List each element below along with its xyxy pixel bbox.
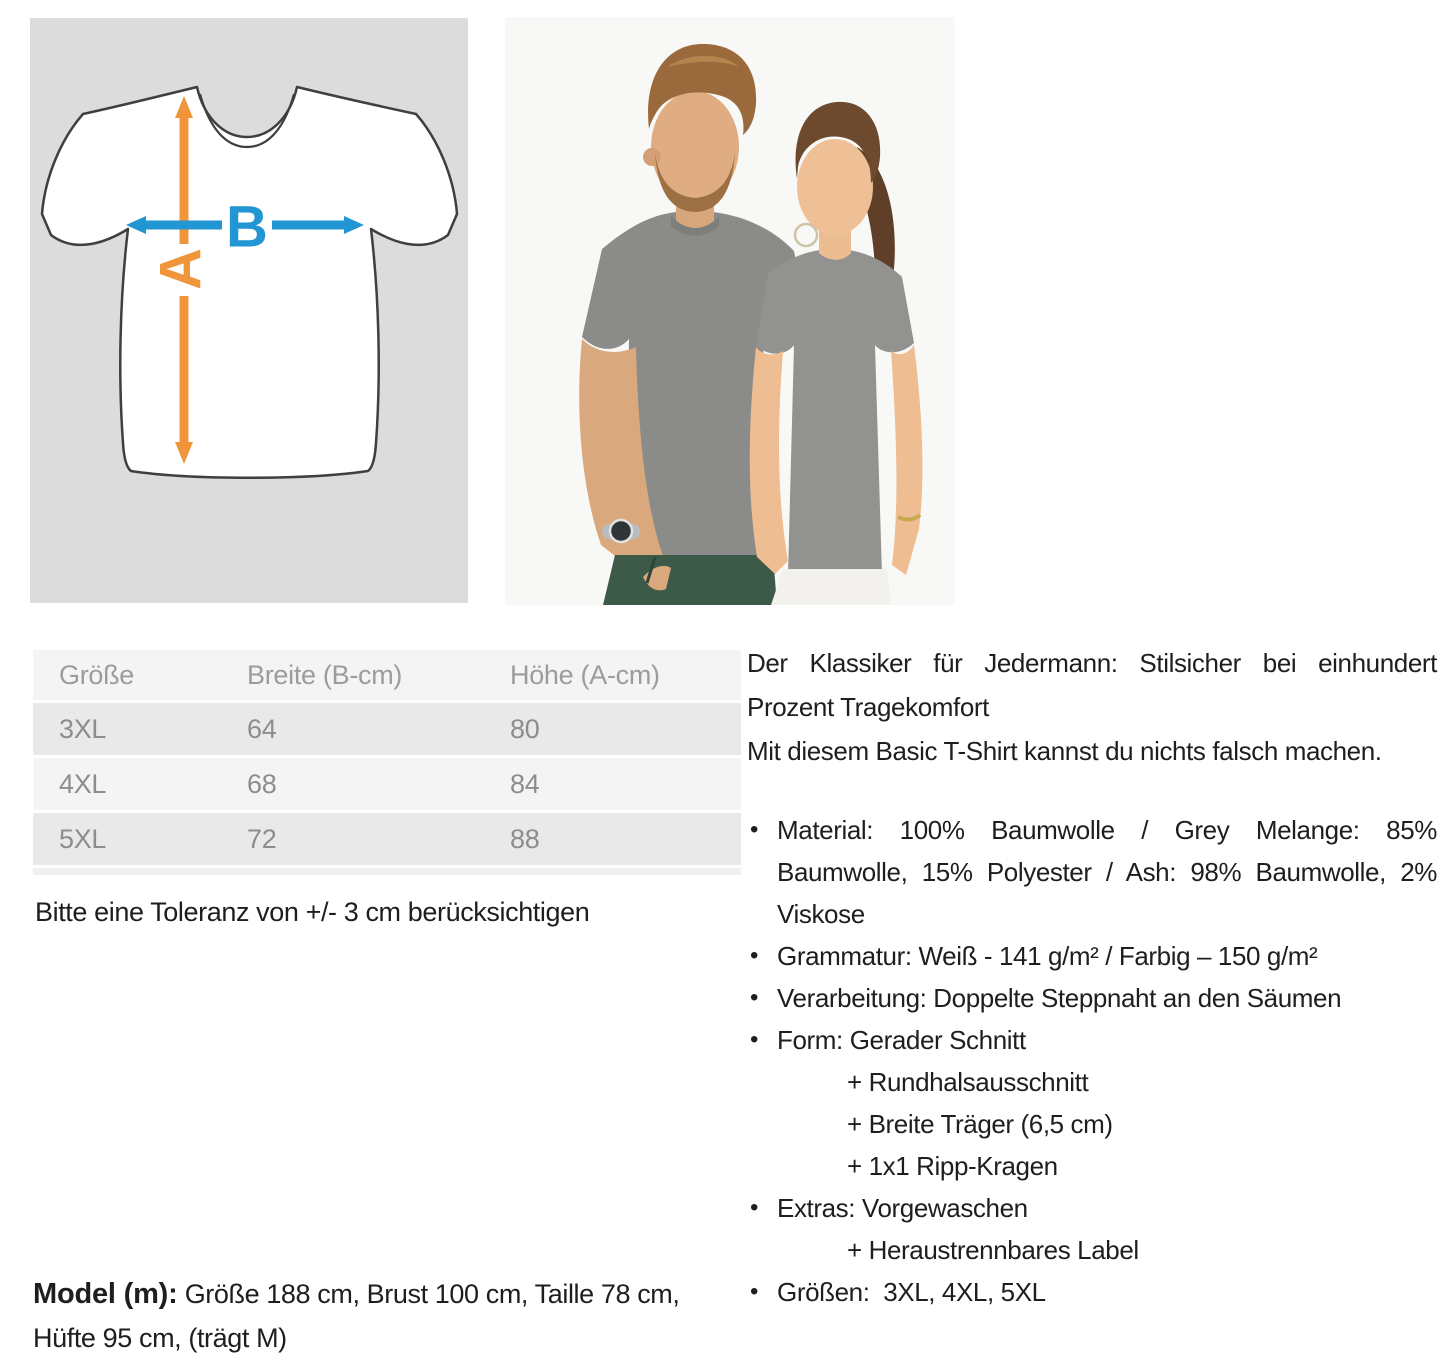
size-table xyxy=(33,650,741,875)
tshirt-outline-icon xyxy=(42,87,457,478)
intro-line-1: Der Klassiker für Jedermann: Stilsicher bei einhundert Prozent Tragekomfort xyxy=(747,648,1437,722)
bullet-material-text: Material: 100% Baumwolle / Grey Melange: 85% Baumwolle, 15% Polyester / Ash: 98% Baumwolle, 2% Viskose xyxy=(777,815,1437,929)
label-b: B xyxy=(226,194,268,260)
model-photo-illustration xyxy=(505,17,955,605)
table-row xyxy=(33,758,741,810)
tshirt-diagram xyxy=(30,18,468,603)
form-sub-item: + Breite Träger (6,5 cm) xyxy=(847,1109,1113,1139)
form-sub-item: + Rundhalsausschnitt xyxy=(847,1067,1089,1097)
bullet-material xyxy=(747,809,1437,935)
table-footer-strip xyxy=(33,868,741,875)
bullet-verarbeitung-text: Verarbeitung: Doppelte Steppnaht an den Säumen xyxy=(777,983,1342,1013)
form-sub-item: + 1x1 Ripp-Kragen xyxy=(847,1151,1058,1181)
bullet-groessen xyxy=(747,1271,1437,1313)
table-row xyxy=(33,703,741,755)
size-table-header-row xyxy=(33,650,741,700)
intro-line-2: Mit diesem Basic T-Shirt kannst du nichts falsch machen. xyxy=(747,736,1382,766)
cell-width: 64 xyxy=(247,713,277,744)
cell-height: 84 xyxy=(510,768,540,799)
column-header-height: Höhe (A-cm) xyxy=(510,659,660,690)
model-info-label: Model (m): xyxy=(33,1278,178,1310)
cell-size: 3XL xyxy=(59,713,107,744)
tolerance-note: Bitte eine Toleranz von +/- 3 cm berücksichtigen xyxy=(35,897,590,927)
bullet-extras xyxy=(747,1187,1437,1271)
description-intro xyxy=(747,641,1437,773)
woman-face xyxy=(797,139,873,235)
bullet-form-text: Form: Gerader Schnitt xyxy=(777,1025,1026,1055)
cell-width: 72 xyxy=(247,823,277,854)
woman-pants xyxy=(771,569,891,605)
bullet-groessen-text: Größen: 3XL, 4XL, 5XL xyxy=(777,1277,1046,1307)
product-description xyxy=(747,641,1437,1313)
size-diagram-panel xyxy=(30,18,468,603)
column-header-size: Größe xyxy=(59,659,135,690)
cell-width: 68 xyxy=(247,768,277,799)
product-photo xyxy=(505,17,955,605)
man-pants xyxy=(603,555,777,605)
column-header-width: Breite (B-cm) xyxy=(247,659,403,690)
extras-sub-item: + Heraustrennbares Label xyxy=(847,1235,1139,1265)
bullet-extras-text: Extras: Vorgewaschen xyxy=(777,1193,1028,1223)
man-ear xyxy=(643,148,661,166)
cell-size: 5XL xyxy=(59,823,107,854)
man-watch-dial xyxy=(610,520,632,542)
bullet-verarbeitung xyxy=(747,977,1437,1019)
bullet-grammatur-text: Grammatur: Weiß - 141 g/m² / Farbig – 150 g/m² xyxy=(777,941,1318,971)
cell-height: 80 xyxy=(510,713,540,744)
label-a: A xyxy=(148,248,214,290)
bullet-form xyxy=(747,1019,1437,1187)
table-row xyxy=(33,813,741,865)
model-info xyxy=(33,1272,748,1360)
bullet-grammatur xyxy=(747,935,1437,977)
cell-height: 88 xyxy=(510,823,540,854)
cell-size: 4XL xyxy=(59,768,107,799)
model-info-details: Größe 188 cm, Brust 100 cm, Taille 78 cm, Hüfte 95 cm, (trägt M) xyxy=(33,1279,680,1353)
feature-list xyxy=(747,809,1437,1313)
